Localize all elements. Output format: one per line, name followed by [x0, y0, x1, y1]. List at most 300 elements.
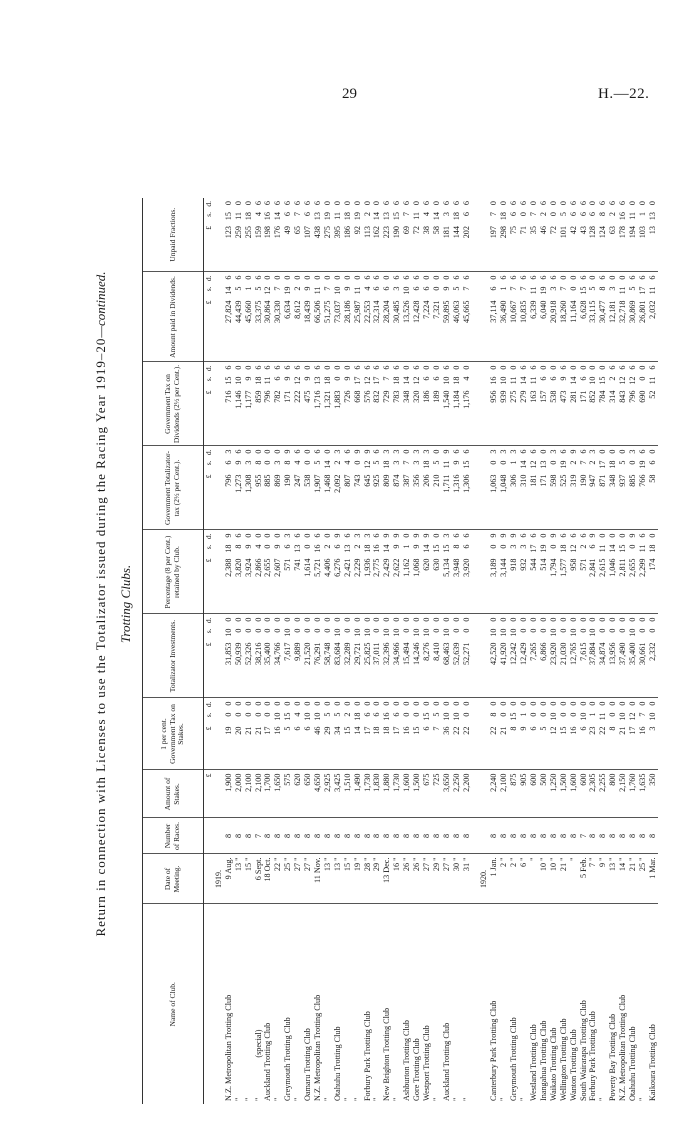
totalizator-tax	[549, 446, 559, 530]
percentage-retained-pence: 0	[253, 533, 263, 538]
dividend-tax	[539, 362, 549, 446]
unpaid-fractions-pence: 6	[273, 201, 283, 206]
dividends-paid	[392, 272, 402, 362]
meeting-date: 9 "	[598, 854, 608, 904]
unpaid-fractions	[392, 198, 402, 272]
stakes-amount: 725	[432, 770, 442, 818]
stakes-amount: 600	[529, 770, 539, 818]
unpaid-fractions-value	[569, 201, 579, 248]
totalizator-investments-value	[283, 618, 293, 675]
totalizator-investments-shillings: 0	[647, 628, 657, 633]
unpaid-fractions-value	[588, 201, 598, 248]
totalizator-investments-pounds: 6,866	[538, 642, 548, 661]
totalizator-tax-value	[569, 450, 579, 507]
percentage-retained-shillings: 0	[303, 544, 313, 549]
percentage-retained-pence: 9	[332, 533, 342, 538]
percentage-retained-shillings: 0	[548, 544, 558, 549]
unpaid-fractions-pence: 6	[303, 201, 313, 206]
unpaid-fractions	[569, 198, 579, 272]
totalizator-tax-pence: 3	[332, 449, 342, 454]
dividend-tax-pounds: 1,184	[451, 390, 461, 409]
totalizator-investments-pence: 0	[303, 617, 313, 622]
totalizator-tax-value	[559, 450, 569, 507]
unpaid-fractions-pence: 6	[618, 201, 628, 206]
unpaid-fractions	[323, 198, 333, 272]
totalizator-tax	[569, 446, 579, 530]
totalizator-tax-pence: 6	[519, 449, 529, 454]
stakes-amount: 875	[509, 770, 519, 818]
stakes-tax-pounds: 17	[263, 726, 273, 735]
totalizator-tax-shillings: 15	[461, 460, 471, 469]
unpaid-fractions-pence: 0	[342, 201, 352, 206]
club-name	[303, 904, 313, 1104]
club-name	[323, 904, 333, 1104]
stakes-tax-pounds: 46	[312, 726, 322, 735]
totalizator-tax-pence: 3	[382, 449, 392, 454]
unpaid-fractions-pence: 6	[598, 201, 608, 206]
dividend-tax-shillings: 16	[489, 376, 499, 385]
totalizator-tax-value	[273, 450, 283, 507]
race-count: 8	[442, 818, 452, 854]
totalizator-investments-pence: 0	[412, 617, 422, 622]
dividends-paid-shillings: 7	[558, 286, 568, 291]
totalizator-tax-value	[462, 450, 472, 507]
unpaid-fractions-pounds: 194	[628, 226, 638, 239]
dividend-tax-pounds: 171	[578, 390, 588, 403]
stakes-tax-pence: 0	[461, 701, 471, 706]
table-body	[204, 198, 658, 1104]
percentage-retained-pounds: 2,299	[637, 558, 647, 577]
totalizator-tax	[499, 446, 509, 530]
dividend-tax-shillings: 10	[588, 376, 598, 385]
percentage-retained-pounds: 571	[578, 558, 588, 571]
dividends-paid-shillings: 8	[598, 286, 608, 291]
unpaid-fractions-pounds: 107	[303, 226, 313, 239]
dividends-paid-shillings: 11	[312, 286, 322, 295]
header-row	[143, 198, 204, 1104]
percentage-retained-pence: 9	[223, 533, 233, 538]
percentage-retained-pounds: 1,577	[558, 558, 568, 577]
stakes-tax	[363, 698, 373, 770]
dividend-tax-value	[489, 366, 499, 423]
unpaid-fractions-value	[363, 201, 373, 248]
totalizator-investments-value	[303, 618, 313, 675]
stakes-tax	[432, 698, 442, 770]
totalizator-tax-pounds: 809	[382, 474, 392, 487]
units-cell	[204, 446, 214, 530]
club-name	[363, 904, 373, 1104]
col-header-date: Date of Meeting.	[143, 854, 204, 904]
dividend-tax-shillings: 12	[618, 376, 628, 385]
unpaid-fractions	[499, 198, 509, 272]
race-count: 8	[549, 818, 559, 854]
totalizator-investments-value	[363, 618, 373, 675]
race-count: 8	[509, 818, 519, 854]
stakes-tax-pence: 0	[578, 701, 588, 706]
totalizator-tax-value	[293, 450, 303, 507]
unpaid-fractions-shillings: 18	[243, 212, 253, 221]
stakes-amount: 575	[283, 770, 293, 818]
percentage-retained-shillings: 2	[578, 544, 588, 549]
dividend-tax-pounds: 1,321	[322, 390, 332, 409]
unpaid-fractions-shillings: 7	[402, 212, 412, 217]
stakes-tax	[254, 698, 264, 770]
unpaid-fractions	[402, 198, 412, 272]
stakes-tax	[382, 698, 392, 770]
dividends-paid-shillings: 2	[293, 286, 303, 291]
stakes-amount: 1,500	[412, 770, 422, 818]
stakes-tax	[392, 698, 402, 770]
stakes-tax-pence: 0	[538, 701, 548, 706]
unpaid-fractions-shillings: 11	[628, 212, 638, 220]
dividends-paid-shillings: 6	[489, 286, 499, 291]
percentage-retained-shillings: 16	[372, 544, 382, 553]
totalizator-tax-value	[608, 450, 618, 507]
stakes-amount: 2,200	[462, 770, 472, 818]
totalizator-tax	[313, 446, 323, 530]
percentage-retained-pence: 6	[637, 533, 647, 538]
dividends-paid-value	[519, 276, 529, 333]
totalizator-investments-shillings: 10	[382, 628, 392, 637]
dividends-paid-pence: 6	[253, 275, 263, 280]
dividend-tax-value	[549, 366, 559, 423]
percentage-retained-pence: 6	[451, 533, 461, 538]
unpaid-fractions-shillings: 14	[372, 212, 382, 221]
stakes-tax-pounds: 16	[637, 726, 647, 735]
dividend-tax-pence: 0	[509, 365, 519, 370]
stakes-tax-value	[323, 702, 333, 749]
dividends-paid-pounds: 33,375	[253, 300, 263, 324]
dividend-tax	[382, 362, 392, 446]
dividends-paid-pounds: 28,186	[342, 300, 352, 324]
totalizator-investments	[313, 614, 323, 698]
stakes-amount: 2,100	[499, 770, 509, 818]
dividends-paid-shillings: 11	[618, 286, 628, 295]
dividend-tax-pence: 6	[412, 365, 422, 370]
unpaid-fractions-shillings: 6	[303, 212, 313, 217]
totalizator-investments-pounds: 12,765	[568, 642, 578, 666]
percentage-retained-pence: 6	[372, 533, 382, 538]
unpaid-fractions-pounds: 42	[568, 226, 578, 235]
dividends-paid-pence: 0	[263, 275, 273, 280]
table-row	[412, 198, 422, 1104]
stakes-amount: 1,650	[273, 770, 283, 818]
club-name-text: "	[499, 1097, 509, 1101]
dividend-tax	[234, 362, 244, 446]
dividend-tax-pence: 0	[489, 365, 499, 370]
totalizator-tax-shillings: 5	[372, 460, 382, 465]
dividends-paid	[363, 272, 373, 362]
stakes-tax-pounds: 17	[628, 726, 638, 735]
col-header-fractions: Unpaid Fractions.	[143, 198, 204, 272]
percentage-retained	[224, 530, 234, 614]
percentage-retained-value	[559, 534, 569, 591]
dividend-tax-pounds: 1,716	[312, 390, 322, 409]
unpaid-fractions-shillings: 0	[548, 212, 558, 217]
stakes-tax-pounds: 6	[303, 726, 313, 731]
unpaid-fractions-pounds: 75	[509, 226, 519, 235]
stakes-tax	[608, 698, 618, 770]
dividends-paid-pounds: 11,164	[568, 300, 578, 323]
spacer-cell	[471, 198, 479, 272]
meeting-date: 26 "	[402, 854, 412, 904]
totalizator-investments	[343, 614, 353, 698]
unpaid-fractions-pence: 6	[568, 201, 578, 206]
unpaid-fractions-pence: 6	[253, 201, 263, 206]
stakes-tax-shillings: 15	[509, 712, 519, 721]
dividends-paid-pence: 0	[568, 275, 578, 280]
dividend-tax-pence: 6	[441, 365, 451, 370]
totalizator-investments-pounds: 68,463	[441, 642, 451, 666]
club-name-text: "	[637, 1097, 647, 1101]
club-name-text: Otahuhu Trotting Club	[332, 1026, 342, 1101]
stakes-tax-shillings: 0	[608, 712, 618, 717]
dividends-paid	[618, 272, 628, 362]
dividend-tax	[462, 362, 472, 446]
dividends-paid-value	[244, 276, 254, 333]
dividends-paid	[509, 272, 519, 362]
page-number: 29	[342, 86, 357, 102]
club-name-text: "	[352, 1097, 362, 1101]
dividend-tax-pence: 0	[421, 365, 431, 370]
stakes-tax	[499, 698, 509, 770]
percentage-retained-shillings: 17	[529, 544, 538, 553]
unpaid-fractions-pounds: 113	[362, 226, 372, 238]
dividend-tax-shillings: 11	[529, 376, 538, 385]
unpaid-fractions	[353, 198, 363, 272]
stakes-tax-value	[588, 702, 598, 749]
unpaid-fractions-shillings: 14	[273, 212, 283, 221]
unpaid-fractions-value	[608, 201, 618, 248]
club-name-text: "	[243, 1097, 253, 1101]
totalizator-investments-value	[648, 618, 658, 675]
table-row	[452, 198, 462, 1104]
dividends-paid-value	[529, 276, 539, 333]
totalizator-tax-value	[333, 450, 343, 507]
percentage-retained-value	[648, 534, 658, 591]
units-cell-pence: d.	[204, 533, 213, 540]
unpaid-fractions	[363, 198, 373, 272]
unpaid-fractions-value	[579, 201, 589, 248]
totalizator-investments-pounds: 76,291	[312, 642, 322, 666]
dividend-tax-shillings: 18	[253, 376, 263, 385]
dividends-paid-shillings: 5	[233, 286, 243, 291]
dividend-tax-pounds: 1,146	[233, 390, 243, 409]
dividends-paid-pence: 6	[362, 275, 372, 280]
dividend-tax-value	[333, 366, 343, 423]
units-cell-shillings: s.	[204, 544, 213, 550]
race-count: 8	[539, 818, 549, 854]
stakes-tax	[529, 698, 539, 770]
spacer-cell	[471, 362, 479, 446]
year-cell	[214, 698, 224, 770]
dividend-tax-pounds: 576	[362, 390, 372, 403]
club-name-text: "	[342, 1097, 352, 1101]
dividend-tax-pounds: 1,540	[441, 390, 451, 409]
totalizator-investments	[402, 614, 412, 698]
stakes-amount: 1,830	[372, 770, 382, 818]
dividend-tax-pounds: 832	[372, 390, 382, 403]
percentage-retained-pounds: 6,276	[332, 558, 342, 577]
totalizator-tax-value	[283, 450, 293, 507]
percentage-retained-pence: 6	[568, 533, 578, 538]
percentage-retained-pence: 9	[548, 533, 558, 538]
totalizator-tax-shillings: 0	[489, 460, 499, 465]
dividend-tax-pounds: 668	[352, 390, 362, 403]
stakes-amount: 1,760	[628, 770, 638, 818]
percentage-retained-pounds: 2,655	[628, 558, 638, 577]
dividends-paid-value	[402, 276, 412, 333]
totalizator-investments-shillings: 0	[519, 628, 529, 633]
totalizator-investments	[234, 614, 244, 698]
dividends-paid-pounds: 6,628	[578, 300, 588, 319]
percentage-retained-value	[519, 534, 529, 591]
percentage-retained-pounds: 514	[538, 558, 548, 571]
table-row	[372, 198, 382, 1104]
club-name-text: Oamaru Trotting Club	[303, 1028, 313, 1101]
rotated-table-region	[90, 104, 657, 1104]
totalizator-investments-shillings: 0	[233, 628, 243, 633]
totalizator-investments-pence: 0	[421, 617, 431, 622]
table-row	[313, 198, 323, 1104]
unpaid-fractions-value	[432, 201, 442, 248]
unpaid-fractions-pounds: 43	[578, 226, 588, 235]
totalizator-investments-pounds: 7,615	[578, 642, 588, 661]
percentage-retained-value	[638, 534, 648, 591]
totalizator-investments-pounds: 12,242	[509, 642, 519, 666]
totalizator-tax-value	[263, 450, 273, 507]
dividends-paid-pence: 0	[273, 275, 283, 280]
stakes-tax-value	[638, 702, 648, 749]
percentage-retained-pence: 6	[312, 533, 322, 538]
dividend-tax-value	[303, 366, 313, 423]
unpaid-fractions-shillings: 6	[568, 212, 578, 217]
totalizator-investments-shillings: 0	[342, 628, 352, 633]
totalizator-investments-shillings: 0	[303, 628, 313, 633]
dividends-paid-value	[234, 276, 244, 333]
percentage-retained	[313, 530, 323, 614]
dividend-tax-value	[293, 366, 303, 423]
stakes-tax-pence: 0	[637, 701, 647, 706]
club-name-text: Poverty Bay Trotting Club	[608, 1013, 618, 1101]
unpaid-fractions-pounds: 275	[322, 226, 332, 239]
totalizator-investments-value	[569, 618, 579, 675]
totalizator-tax-pence: 6	[578, 449, 588, 454]
totalizator-investments-shillings: 10	[499, 628, 509, 637]
meeting-date: 1 Jan.	[489, 854, 499, 904]
dividend-tax-pounds: 475	[303, 390, 313, 403]
totalizator-tax	[392, 446, 402, 530]
percentage-retained	[499, 530, 509, 614]
percentage-retained	[283, 530, 293, 614]
stakes-tax-pence: 0	[421, 701, 431, 706]
stakes-tax-pounds: 3	[647, 726, 657, 731]
stakes-tax-value	[244, 702, 254, 749]
dividend-tax-pounds: 275	[509, 390, 519, 403]
stakes-tax-pence: 0	[342, 701, 352, 706]
club-name-text: New Brighton Trotting Club	[382, 1007, 392, 1101]
totalizator-investments	[254, 614, 264, 698]
dividends-paid-shillings: 1	[243, 286, 253, 291]
dividend-tax-pence: 6	[253, 365, 263, 370]
totalizator-tax-value	[343, 450, 353, 507]
dividends-paid-pence: 6	[372, 275, 382, 280]
meeting-date: "	[529, 854, 539, 904]
dividends-paid-value	[442, 276, 452, 333]
dividends-paid-pounds: 10,835	[519, 300, 529, 324]
stakes-tax	[353, 698, 363, 770]
percentage-retained-pence: 6	[558, 533, 568, 538]
totalizator-tax-shillings: 5	[431, 460, 441, 465]
stakes-tax-value	[608, 702, 618, 749]
table-row	[628, 198, 638, 1104]
stakes-tax-value	[254, 702, 264, 749]
totalizator-investments-pence: 0	[598, 617, 608, 622]
dividends-paid-value	[313, 276, 323, 333]
totalizator-investments	[598, 614, 608, 698]
col-header-stakes: Amount of Stakes.	[143, 770, 204, 818]
dividends-paid	[402, 272, 412, 362]
totalizator-investments-pence: 0	[352, 617, 362, 622]
unpaid-fractions-shillings: 4	[421, 212, 431, 217]
unpaid-fractions-value	[224, 201, 234, 248]
race-count: 8	[303, 818, 313, 854]
dividends-paid-pounds: 32,314	[372, 300, 382, 324]
unpaid-fractions-pounds: 190	[392, 226, 402, 239]
percentage-retained-value	[628, 534, 638, 591]
dividend-tax-pounds: 281	[568, 390, 578, 403]
percentage-retained-shillings: 0	[263, 544, 273, 549]
totalizator-investments-value	[323, 618, 333, 675]
stakes-tax-shillings: 10	[618, 712, 628, 721]
totalizator-investments	[432, 614, 442, 698]
percentage-retained-pounds: 2,866	[253, 558, 263, 577]
totalizator-investments-shillings: 10	[588, 628, 598, 637]
year-cell	[214, 530, 224, 614]
percentage-retained-shillings: 9	[412, 544, 422, 549]
table-row	[559, 198, 569, 1104]
club-name	[224, 904, 234, 1104]
unpaid-fractions-pence: 6	[441, 201, 451, 206]
dividends-paid-value	[588, 276, 598, 333]
dividend-tax-pounds: 852	[588, 390, 598, 403]
table-row	[263, 198, 273, 1104]
totalizator-tax-value	[529, 450, 539, 507]
totalizator-tax	[462, 446, 472, 530]
unpaid-fractions-shillings: 18	[342, 212, 352, 221]
dividend-tax-shillings: 18	[322, 376, 332, 385]
percentage-retained	[529, 530, 539, 614]
stakes-tax-value	[402, 702, 412, 749]
stakes-tax-pounds: 36	[441, 726, 451, 735]
totalizator-investments	[392, 614, 402, 698]
club-name-text: N.Z. Metropolitan Trotting Club	[223, 994, 233, 1101]
percentage-retained	[638, 530, 648, 614]
stakes-tax-pence: 0	[223, 701, 233, 706]
club-name	[588, 904, 598, 1104]
dividend-tax	[353, 362, 363, 446]
totalizator-tax-pence: 0	[303, 449, 313, 454]
units-cell-shillings: s.	[204, 286, 213, 292]
unpaid-fractions-shillings: 11	[412, 212, 422, 220]
dividend-tax-pounds: 690	[637, 390, 647, 403]
unpaid-fractions-value	[462, 201, 472, 248]
table-row	[648, 198, 658, 1104]
dividends-paid-pounds: 26,801	[637, 300, 647, 324]
race-count: 8	[452, 818, 462, 854]
totalizator-investments-shillings: 10	[362, 628, 372, 637]
totalizator-tax-pounds: 869	[273, 474, 283, 487]
